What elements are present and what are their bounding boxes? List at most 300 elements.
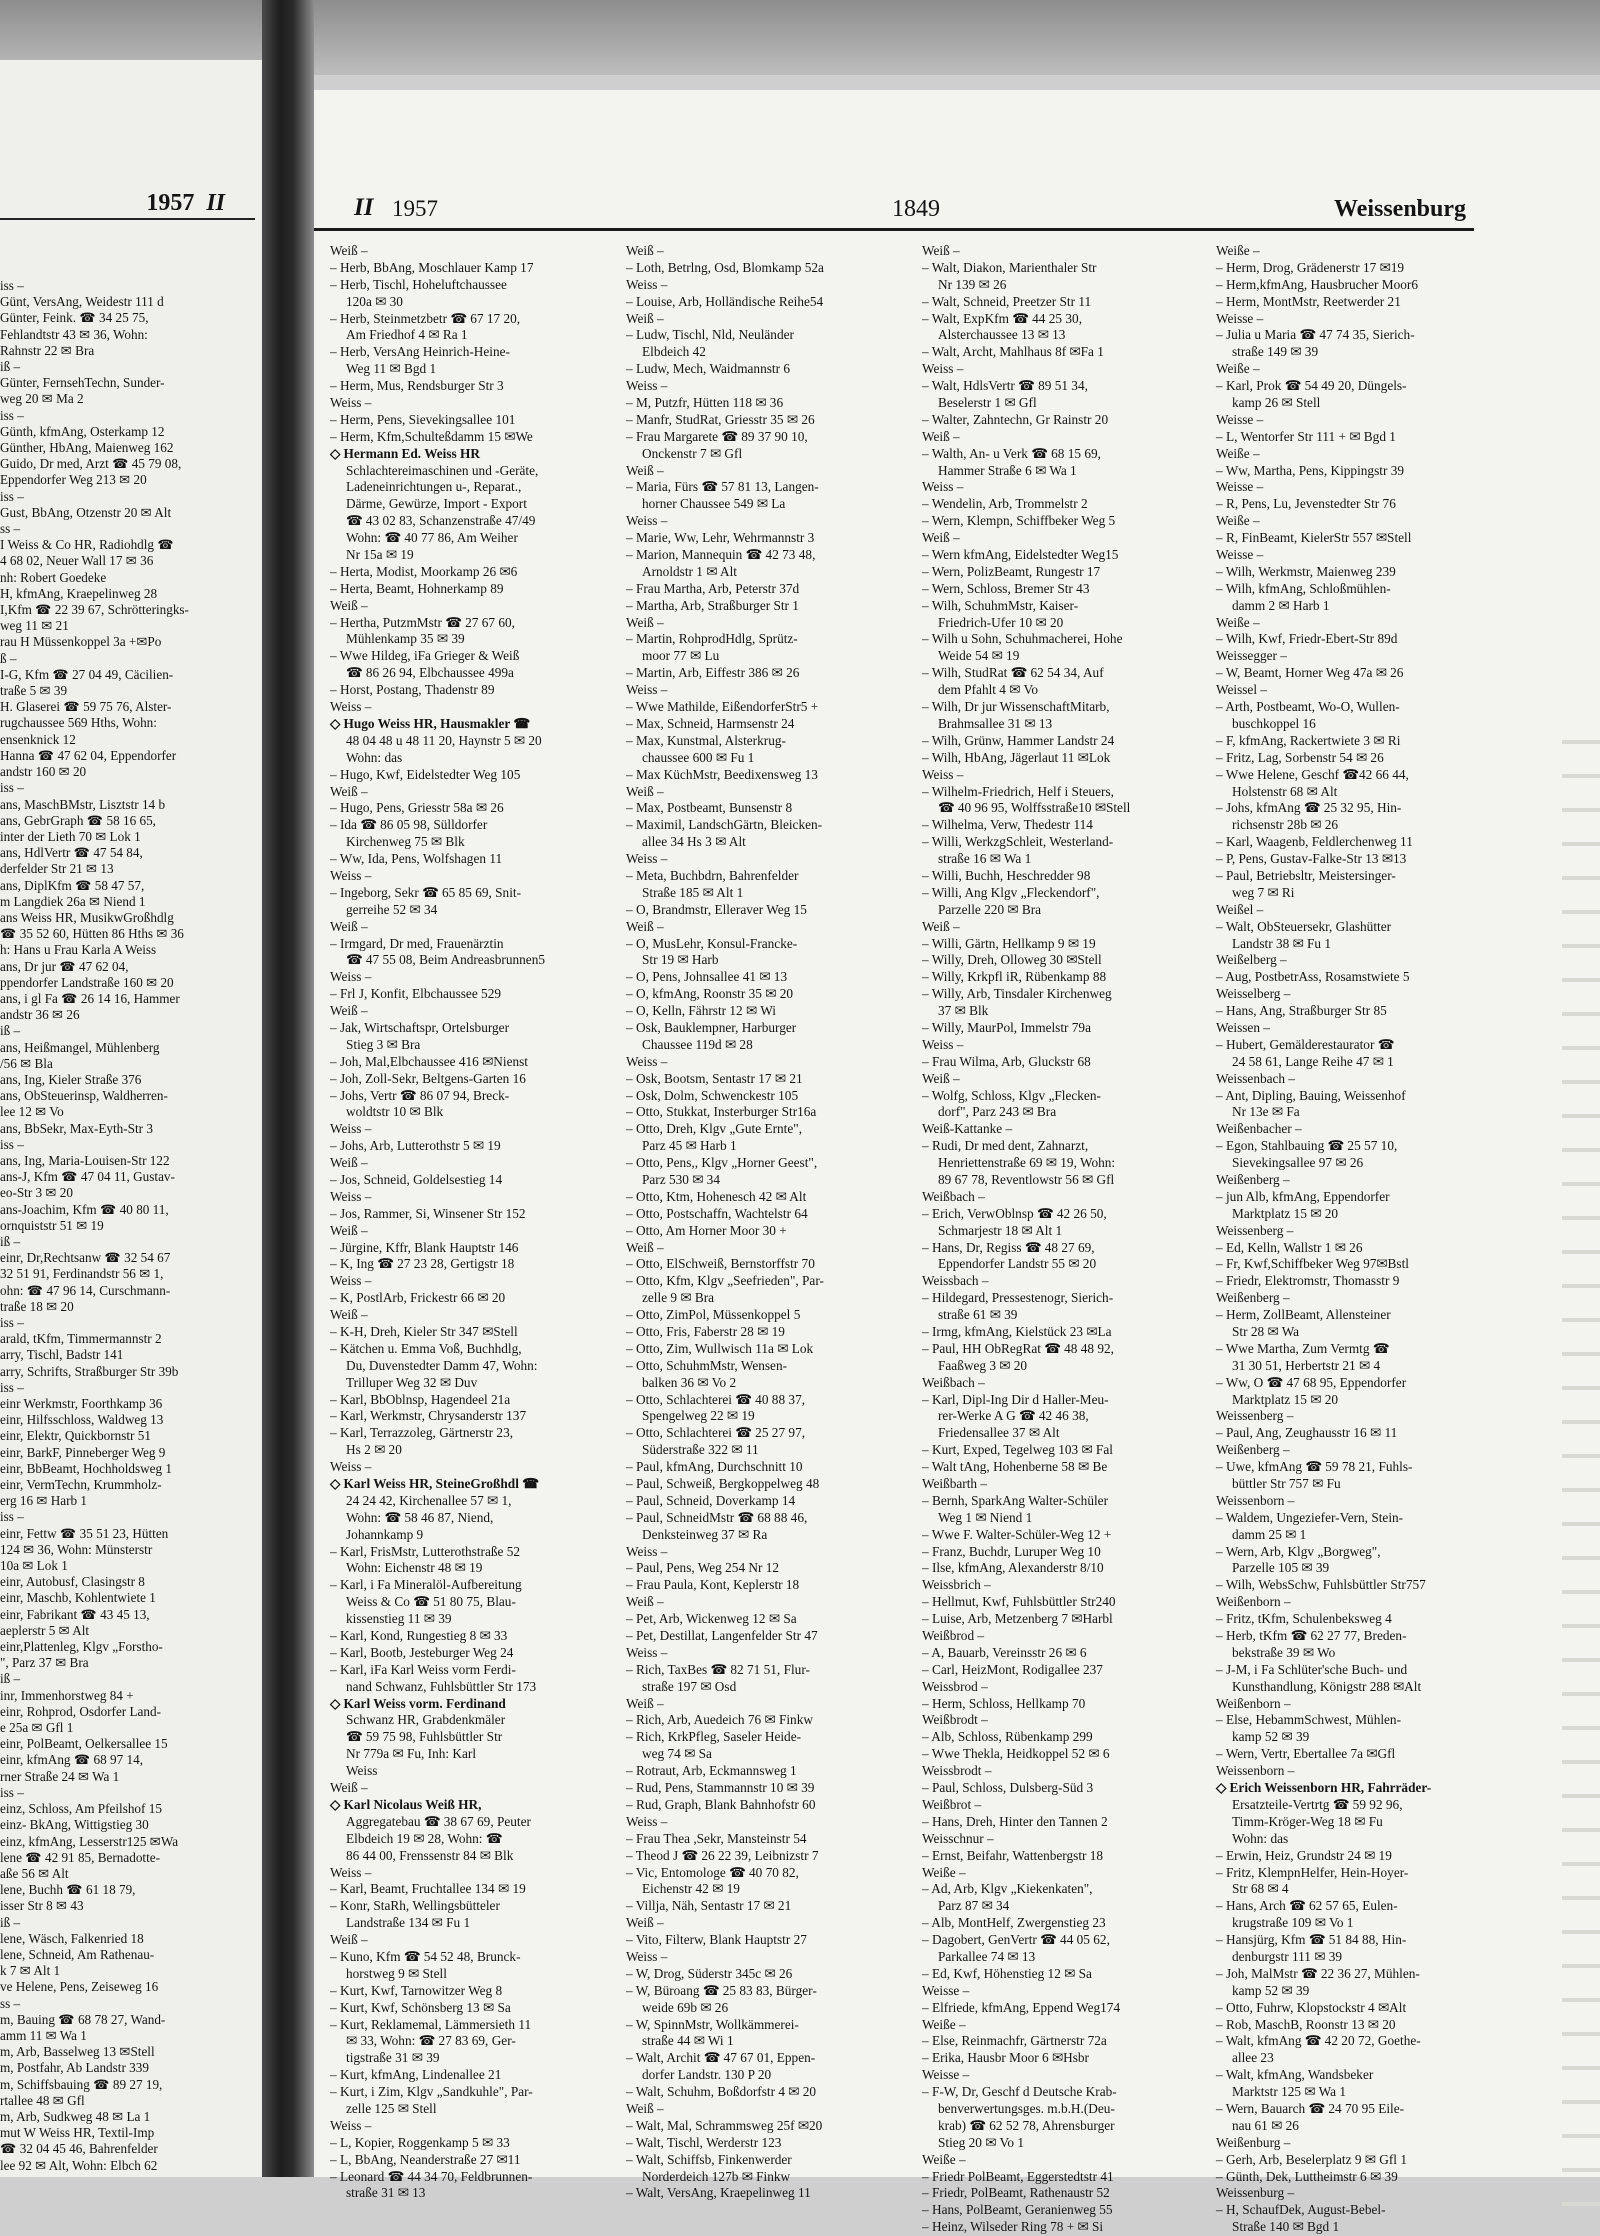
directory-entry: – Vito, Filterw, Blank Hauptstr 27 (626, 1932, 807, 1948)
directory-entry: – Walth, An- u Verk ☎ 68 15 69, (922, 445, 1101, 461)
section-heading: Weissenberg – (1216, 1408, 1294, 1424)
left-page-entry: isser Str 8 ✉ 43 (0, 1898, 84, 1914)
left-page-entry: einr, Fettw ☎ 35 51 23, Hütten (0, 1525, 169, 1541)
directory-entry: – Rich, TaxBes ☎ 82 71 51, Flur- (626, 1661, 810, 1677)
directory-entry: – Fr, Kwf,Schiffbeker Weg 97✉Bstl (1216, 1256, 1409, 1272)
directory-entry: – Herta, Beamt, Hohnerkamp 89 (330, 580, 504, 596)
left-page-entry: einr, Fabrikant ☎ 43 45 13, (0, 1606, 150, 1622)
section-heading: Weissbrod – (922, 1678, 988, 1694)
directory-entry: – Walt, Schiffsb, Finkenwerder (626, 2151, 792, 2167)
directory-entry: straße 61 ✉ 39 (938, 1307, 1018, 1323)
left-page-entry: 32 51 91, Ferdinandstr 56 ✉ 1, (0, 1266, 164, 1282)
left-page-entry: ss – (0, 1995, 21, 2011)
directory-entry: – Wern, Klempn, Schiffbeker Weg 5 (922, 513, 1116, 529)
directory-entry: – Joh, Mal,Elbchaussee 416 ✉Nienst (330, 1053, 529, 1069)
left-page-entry: einr, PolBeamt, Oelkersallee 15 (0, 1736, 168, 1752)
directory-entry: straße 31 ✉ 13 (346, 2185, 426, 2201)
section-heading: Weiss – (330, 699, 372, 715)
directory-entry: – Wern, Schloss, Bremer Str 43 (922, 580, 1090, 596)
left-page-entry: einr, Rohprod, Osdorfer Land- (0, 1703, 161, 1719)
directory-entry: – Johs, kfmAng ☎ 25 32 95, Hin- (1216, 800, 1402, 816)
directory-entry: – Walt, ObSteuersekr, Glashütter (1216, 918, 1392, 934)
directory-column-3 (922, 243, 1210, 2236)
directory-entry: – Hans, Ang, Straßburger Str 85 (1216, 1003, 1387, 1019)
directory-entry: Marktplatz 15 ✉ 20 (1232, 1205, 1339, 1221)
directory-entry: dorfer Landstr. 130 P 20 (642, 2067, 772, 2083)
directory-entry: – Herta, Modist, Moorkamp 26 ✉6 (330, 563, 518, 579)
directory-entry: – Walter, Zahntechn, Gr Rainstr 20 (922, 411, 1109, 427)
directory-entry: – Walt, kfmAng, Wandsbeker (1216, 2067, 1374, 2083)
directory-entry: – jun Alb, kfmAng, Eppendorfer (1216, 1188, 1390, 1204)
section-heading: Weiß – (626, 243, 664, 258)
directory-entry: – Ilse, kfmAng, Alexanderstr 8/10 (922, 1560, 1104, 1576)
section-heading: Weiß – (626, 1695, 664, 1711)
left-page (0, 60, 262, 2177)
directory-entry: – Rotraut, Arb, Eckmannsweg 1 (626, 1763, 797, 1779)
left-page-entry: lee 92 ✉ Alt, Wohn: Elbch 62 (0, 2157, 158, 2173)
directory-entry: – Herb, VersAng Heinrich-Heine- (330, 344, 510, 360)
directory-entry: – Erwin, Heiz, Grundstr 24 ✉ 19 (1216, 1847, 1392, 1863)
left-page-entry: iss – (0, 1315, 24, 1330)
directory-entry: – Kurt, Exped, Tegelweg 103 ✉ Fal (922, 1442, 1113, 1458)
directory-entry: – Herm, ZollBeamt, Allensteiner (1216, 1307, 1391, 1323)
directory-entry: – A, Bauarb, Vereinsstr 26 ✉ 6 (922, 1644, 1087, 1660)
directory-entry: – Ludw, Tischl, Nld, Neuländer (626, 327, 794, 343)
directory-entry: – Fritz, Lag, Sorbenstr 54 ✉ 26 (1216, 749, 1384, 765)
directory-entry: damm 25 ✉ 1 (1232, 1526, 1307, 1542)
directory-entry: – Walt, Schneid, Preetzer Str 11 (922, 293, 1092, 309)
directory-entry: – Hans, Arch ☎ 62 57 65, Eulen- (1216, 1898, 1398, 1914)
directory-entry: Beselerstr 1 ✉ Gfl (938, 395, 1037, 411)
directory-entry: Str 28 ✉ Wa (1232, 1324, 1300, 1339)
directory-entry: – Willi, WerkzgSchleit, Westerland- (922, 834, 1114, 850)
directory-entry: – Ww, Martha, Pens, Kippingstr 39 (1216, 462, 1404, 478)
directory-entry: – Karl, Waagenb, Feldlerchenweg 11 (1216, 834, 1413, 850)
section-heading: Weißenberg – (1216, 1171, 1290, 1187)
directory-entry: Friedensallee 37 ✉ Alt (938, 1425, 1060, 1441)
directory-entry: ◇ Karl Weiss HR, SteineGroßhdl ☎ (330, 1476, 539, 1492)
left-page-entry: ans, ObSteuerinsp, Waldherren- (0, 1088, 168, 1104)
left-page-entry: rau H Müssenkoppel 3a +✉Po (0, 634, 162, 650)
directory-entry: nand Schwanz, Fuhlsbüttler Str 173 (346, 1678, 537, 1694)
left-page-entry: m, Schiffsbauing ☎ 89 27 19, (0, 2076, 163, 2092)
left-page-entry: 10a ✉ Lok 1 (0, 1558, 68, 1574)
left-page-entry: iss – (0, 780, 24, 796)
directory-entry: – Max, Postbeamt, Bunsenstr 8 (626, 800, 793, 816)
left-page-entry: traße 5 ✉ 39 (0, 683, 68, 699)
section-heading: Weiß – (330, 1003, 368, 1019)
directory-entry: – O, Brandmstr, Elleraver Weg 15 (626, 901, 807, 917)
section-heading: Weißbrot – (922, 1796, 982, 1812)
section-heading: Weisse – (1216, 479, 1264, 495)
directory-entry: – Konr, StaRh, Wellingsbütteler (330, 1898, 500, 1914)
directory-column-1 (330, 243, 620, 2202)
directory-entry: – Otto, Postschaffn, Wachtelstr 64 (626, 1205, 808, 1221)
directory-entry: straße 149 ✉ 39 (1232, 344, 1319, 360)
directory-entry: – Dagobert, GenVertr ☎ 44 05 62, (922, 1932, 1110, 1948)
section-heading: Weiß – (922, 1070, 960, 1086)
section-heading: Weiss – (330, 2117, 372, 2133)
directory-entry: – Otto, Kfm, Klgv „Seefrieden", Par- (626, 1273, 824, 1289)
directory-entry: – Ernst, Beifahr, Wattenbergstr 18 (922, 1847, 1104, 1863)
directory-entry: – Frau Martha, Arb, Peterstr 37d (626, 580, 800, 596)
directory-entry: – Wilh, kfmAng, Schloßmühlen- (1216, 580, 1391, 596)
directory-entry: – Walt, Mal, Schrammsweg 25f ✉20 (626, 2117, 823, 2133)
left-page-entry: derfelder Str 21 ✉ 13 (0, 861, 114, 877)
directory-entry: Ersatzteile-Vertrtg ☎ 59 92 96, (1232, 1796, 1403, 1812)
left-page-entry: iss – (0, 1509, 24, 1525)
directory-entry: – Hildegard, Pressestenogr, Sierich- (922, 1290, 1114, 1306)
section-heading: Weissenberg – (1216, 1222, 1294, 1238)
section-heading: Weiß – (626, 310, 664, 326)
directory-entry: allee 34 Hs 3 ✉ Alt (642, 834, 746, 850)
section-heading: Weiss – (626, 276, 668, 292)
directory-entry: – Willi, Gärtn, Hellkamp 9 ✉ 19 (922, 935, 1096, 951)
directory-entry: – Willi, Buchh, Heschredder 98 (922, 867, 1091, 883)
directory-entry: – Willy, Dreh, Olloweg 30 ✉Stell (922, 952, 1102, 968)
directory-entry: – Otto, Stukkat, Insterburger Str16a (626, 1104, 817, 1120)
directory-entry: – Otto, Schlachterei ☎ 40 88 37, (626, 1391, 806, 1407)
directory-entry: benverwertungsges. m.b.H.(Deu- (938, 2100, 1115, 2116)
directory-entry: – Ingeborg, Sekr ☎ 65 85 69, Snit- (330, 884, 522, 900)
directory-entry: – K, Ing ☎ 27 23 28, Gertigstr 18 (330, 1256, 515, 1272)
directory-entry: – Heinz, Wilseder Ring 78 + ✉ Si (922, 2219, 1104, 2235)
directory-entry: – Friedr, PolBeamt, Rathenaustr 52 (922, 2185, 1110, 2201)
directory-entry: – Ad, Arb, Klgv „Kiekenkaten", (922, 1881, 1093, 1897)
directory-entry: – Erika, Hausbr Moor 6 ✉Hsbr (922, 2050, 1089, 2066)
directory-entry: Str 68 ✉ 4 (1232, 1881, 1289, 1897)
directory-entry: Schwanz HR, Grabdenkmäler (346, 1712, 506, 1728)
directory-entry: – Paul, Pens, Weg 254 Nr 12 (626, 1560, 780, 1576)
directory-entry: – Paul, HH ObRegRat ☎ 48 48 92, (922, 1340, 1114, 1356)
section-heading: Weiss – (330, 395, 372, 411)
left-page-entry: Hanna ☎ 47 62 04, Eppendorfer (0, 747, 177, 763)
directory-entry: – Gerh, Arb, Beselerplatz 9 ✉ Gfl 1 (1216, 2151, 1407, 2167)
directory-entry: – Paul, kfmAng, Durchschnitt 10 (626, 1459, 803, 1475)
section-heading: Weiße – (922, 2016, 966, 2032)
left-page-entry: Günter, Feink. ☎ 34 25 75, (0, 310, 149, 326)
left-page-entry: Rahnstr 22 ✉ Bra (0, 342, 95, 358)
directory-entry: Nr 779a ✉ Fu, Inh: Karl (346, 1746, 477, 1762)
directory-entry: Denksteinweg 37 ✉ Ra (642, 1526, 768, 1542)
section-heading: Weiß – (330, 1155, 368, 1171)
directory-entry: – Kurt, Kwf, Tarnowitzer Weg 8 (330, 1982, 503, 1998)
directory-entry: kamp 26 ✉ Stell (1232, 395, 1321, 411)
directory-entry: Holstenstr 68 ✉ Alt (1232, 783, 1338, 799)
directory-entry: – Bernh, SparkAng Walter-Schüler (922, 1492, 1109, 1508)
left-page-entry: arald, tKfm, Timmermannstr 2 (0, 1331, 162, 1347)
directory-entry: – Karl, BbOblnsp, Hagendeel 21a (330, 1391, 511, 1407)
left-page-entry: /56 ✉ Bla (0, 1055, 53, 1071)
left-page-entry: andstr 160 ✉ 20 (0, 764, 87, 780)
directory-entry: – Rud, Graph, Blank Bahnhofstr 60 (626, 1796, 816, 1812)
directory-entry: – Arth, Postbeamt, Wo-O, Wullen- (1216, 699, 1400, 715)
directory-entry: – Horst, Postang, Thadenstr 89 (330, 682, 495, 698)
directory-entry: Wohn: Eichenstr 48 ✉ 19 (346, 1560, 483, 1576)
directory-entry: Därme, Gewürze, Import - Export (346, 496, 527, 512)
section-heading: Weissbrich – (922, 1577, 991, 1593)
directory-entry: – Ww, Ida, Pens, Wolfshagen 11 (330, 851, 503, 867)
left-page-entry: iss – (0, 1136, 24, 1152)
directory-entry: – Osk, Bootsm, Sentastr 17 ✉ 21 (626, 1070, 803, 1086)
section-heading: Weiß – (922, 428, 960, 444)
section-heading: Weiß – (626, 1915, 664, 1931)
directory-entry: – Else, HebammSchwest, Mühlen- (1216, 1712, 1402, 1728)
directory-entry: – Wwe Thekla, Heidkoppel 52 ✉ 6 (922, 1746, 1110, 1762)
directory-entry: – Meta, Buchbdrn, Bahrenfelder (626, 867, 799, 883)
directory-entry: – Wern kfmAng, Eidelstedter Weg15 (922, 547, 1119, 563)
directory-entry: Parzelle 105 ✉ 39 (1232, 1560, 1330, 1576)
directory-entry: – Vic, Entomologe ☎ 40 70 82, (626, 1864, 799, 1880)
directory-entry: Str 19 ✉ Harb (642, 952, 719, 968)
directory-entry: kamp 52 ✉ 39 (1232, 1982, 1310, 1998)
directory-entry: – Max, Schneid, Harmsenstr 24 (626, 715, 795, 731)
left-page-entry: ☎ 35 52 60, Hütten 86 Hths ✉ 36 (0, 926, 184, 942)
directory-entry: Parz 87 ✉ 34 (938, 1898, 1010, 1914)
directory-entry: Weg 1 ✉ Niend 1 (938, 1509, 1033, 1525)
directory-entry: – Joh, MalMstr ☎ 22 36 27, Mühlen- (1216, 1965, 1420, 1981)
left-page-entry: weg 20 ✉ Ma 2 (0, 391, 84, 407)
left-page-entry: ohn: ☎ 47 96 14, Curschmann- (0, 1282, 171, 1298)
left-page-entry: einr,Plattenleg, Klgv „Forstho- (0, 1639, 163, 1655)
section-heading: Weiss – (626, 378, 668, 394)
directory-entry: – Walt, Tischl, Werderstr 123 (626, 2134, 782, 2150)
directory-entry: – Erich, VerwOblnsp ☎ 42 26 50, (922, 1205, 1107, 1221)
directory-entry: – Wwe F. Walter-Schüler-Weg 12 + (922, 1526, 1112, 1542)
left-page-entry: Eppendorfer Weg 213 ✉ 20 (0, 472, 147, 488)
section-heading: Weiß – (330, 243, 368, 258)
directory-entry: – Johs, Vertr ☎ 86 07 94, Breck- (330, 1087, 510, 1103)
section-heading: Weißelberg – (1216, 952, 1287, 968)
left-page-entry: ans Weiss HR, MusikwGroßhdlg (0, 909, 174, 925)
directory-entry: – Karl, FrisMstr, Lutterothstraße 52 (330, 1543, 521, 1559)
section-heading: Weiss – (626, 1813, 668, 1829)
left-page-entry: nh: Robert Goedeke (0, 569, 107, 585)
page-number: 1849 (892, 196, 940, 222)
left-page-entry: ans-J, Kfm ☎ 47 04 11, Gustav- (0, 1169, 175, 1185)
directory-entry: – Pet, Arb, Wickenweg 12 ✉ Sa (626, 1611, 797, 1627)
left-page-entry: ans, MaschBMstr, Lisztstr 14 b (0, 796, 166, 812)
directory-entry: – Karl, iFa Karl Weiss vorm Ferdi- (330, 1661, 516, 1677)
directory-entry: ◇ Karl Nicolaus Weiß HR, (330, 1796, 482, 1812)
left-page-entry: Günter, FernsehTechn, Sunder- (0, 375, 165, 391)
directory-entry: – Osk, Bauklempner, Harburger (626, 1019, 797, 1035)
section-heading: Weiße – (1216, 361, 1260, 377)
directory-entry: – Manfr, StudRat, Griesstr 35 ✉ 26 (626, 411, 815, 427)
left-page-entry: einz- BkAng, Wittigstieg 30 (0, 1817, 149, 1833)
directory-entry: – W, Drog, Süderstr 345c ✉ 26 (626, 1965, 793, 1981)
left-page-entry: ans, Ing, Maria-Louisen-Str 122 (0, 1152, 170, 1168)
directory-entry: – Walt, Archit ☎ 47 67 01, Eppen- (626, 2050, 816, 2066)
directory-entry: – Walt, ExpKfm ☎ 44 25 30, (922, 310, 1083, 326)
page-edge-shading (1562, 710, 1600, 2210)
directory-entry: Wohn: das (346, 749, 403, 765)
directory-entry: – Rich, KrkPfleg, Saseler Heide- (626, 1729, 802, 1745)
left-page-entry: lene ☎ 42 91 85, Bernadotte- (0, 1849, 160, 1865)
directory-entry: Eichenstr 42 ✉ 19 (642, 1881, 740, 1897)
directory-entry: – P, Pens, Gustav-Falke-Str 13 ✉13 (1216, 851, 1407, 867)
directory-entry: – Max, Kunstmal, Alsterkrug- (626, 732, 786, 748)
directory-entry: ◇ Erich Weissenborn HR, Fahrräder- (1216, 1780, 1432, 1796)
directory-entry: – L, BbAng, Neanderstraße 27 ✉11 (330, 2151, 521, 2167)
directory-entry: straße 44 ✉ Wi 1 (642, 2033, 734, 2049)
left-page-entry: lene, Wäsch, Falkenried 18 (0, 1930, 144, 1946)
directory-entry: Onckenstr 7 ✉ Gfl (642, 445, 743, 461)
directory-entry: – Jos, Schneid, Goldelsestieg 14 (330, 1171, 503, 1187)
directory-entry: straße 16 ✉ Wa 1 (938, 851, 1032, 867)
section-heading: Weißbach – (922, 1188, 985, 1204)
directory-entry: 86 44 00, Frenssenstr 84 ✉ Blk (346, 1847, 514, 1863)
directory-entry: – Ant, Dipling, Bauing, Weissenhof (1216, 1087, 1406, 1103)
directory-entry: ☎ 47 55 08, Beim Andreasbrunnen5 (346, 952, 545, 968)
directory-entry: – Osk, Dolm, Schwenckestr 105 (626, 1087, 799, 1103)
directory-entry: – Walt, Schuhm, Boßdorfstr 4 ✉ 20 (626, 2084, 817, 2100)
directory-entry: – Hansjürg, Kfm ☎ 51 84 88, Hin- (1216, 1932, 1407, 1948)
directory-entry: – Frau Margarete ☎ 89 37 90 10, (626, 428, 808, 444)
section-heading: Weisse – (1216, 411, 1264, 427)
directory-entry: – Martin, RohprodHdlg, Sprütz- (626, 631, 798, 647)
left-page-entry: Gust, BbAng, Otzenstr 20 ✉ Alt (0, 504, 172, 520)
left-page-entry: H. Glaserei ☎ 59 75 76, Alster- (0, 699, 172, 715)
directory-entry: – Wwe Mathilde, EißendorferStr5 + (626, 699, 819, 715)
directory-entry: Landstraße 134 ✉ Fu 1 (346, 1915, 471, 1931)
section-heading: Weiss – (626, 1644, 668, 1660)
directory-entry: – Herm, Drog, Grädenerstr 17 ✉19 (1216, 259, 1405, 275)
directory-entry: – Wilh u Sohn, Schuhmacherei, Hohe (922, 631, 1123, 647)
left-page-entry: rner Straße 24 ✉ Wa 1 (0, 1768, 120, 1784)
directory-entry: – Ida ☎ 86 05 98, Sülldorfer (330, 817, 488, 833)
left-page-entry: iß – (0, 1671, 21, 1687)
book-gutter (262, 0, 314, 2177)
directory-entry: – Kurt, kfmAng, Lindenallee 21 (330, 2067, 502, 2083)
directory-entry: kamp 52 ✉ 39 (1232, 1729, 1310, 1745)
directory-entry: – Otto, Am Horner Moor 30 + (626, 1222, 787, 1238)
directory-entry: – Otto, Dreh, Klgv „Gute Ernte", (626, 1121, 803, 1137)
directory-entry: Elbdeich 19 ✉ 28, Wohn: ☎ (346, 1830, 503, 1846)
directory-entry: Stieg 20 ✉ Vo 1 (938, 2134, 1025, 2150)
header-running-name: Weissenburg (1334, 196, 1467, 222)
directory-entry: ☎ 40 96 95, Wolffsstraße10 ✉Stell (938, 800, 1131, 816)
directory-entry: – K, PostlArb, Frickestr 66 ✉ 20 (330, 1290, 506, 1306)
section-heading: Weisse – (1216, 547, 1264, 563)
directory-entry: kissenstieg 11 ✉ 39 (346, 1611, 452, 1627)
directory-entry: weg 7 ✉ Ri (1232, 884, 1295, 900)
directory-entry: Alsterchaussee 13 ✉ 13 (938, 327, 1066, 343)
left-page-entry: lene, Buchh ☎ 61 18 79, (0, 1882, 136, 1898)
directory-entry: – Walt, Diakon, Marienthaler Str (922, 259, 1097, 275)
directory-entry: – F-W, Dr, Geschf d Deutsche Krab- (922, 2084, 1117, 2100)
section-heading: Weiß – (626, 2100, 664, 2116)
left-page-entry: traße 18 ✉ 20 (0, 1298, 74, 1314)
directory-entry: allee 23 (1232, 2050, 1274, 2066)
directory-entry: – Hugo, Kwf, Eidelstedter Weg 105 (330, 766, 521, 782)
directory-entry: – Wilh, WebsSchw, Fuhlsbüttler Str757 (1216, 1577, 1426, 1593)
directory-entry: bekstraße 39 ✉ Wo (1232, 1644, 1336, 1660)
directory-entry: – Otto, SchuhmMstr, Wensen- (626, 1357, 788, 1373)
section-heading: Weiße – (1216, 243, 1260, 258)
directory-entry: – M, Putzfr, Hütten 118 ✉ 36 (626, 395, 784, 411)
directory-entry: – F, kfmAng, Rackertwiete 3 ✉ Ri (1216, 732, 1401, 748)
directory-entry: – O, MusLehr, Konsul-Francke- (626, 935, 798, 951)
directory-entry: – Maximil, LandschGärtn, Bleicken- (626, 817, 823, 833)
section-heading: Weiss – (330, 1459, 372, 1475)
directory-entry: – Marie, Ww, Lehr, Wehrmannstr 3 (626, 530, 815, 546)
left-page-entry: ", Parz 37 ✉ Bra (0, 1655, 89, 1671)
directory-entry: – Otto, Pens,, Klgv „Horner Geest", (626, 1155, 818, 1171)
directory-entry: – J-M, i Fa Schlüter'sche Buch- und (1216, 1661, 1408, 1677)
directory-entry: Parz 45 ✉ Harb 1 (642, 1138, 737, 1154)
directory-entry: Straße 140 ✉ Bgd 1 (1232, 2219, 1340, 2235)
left-page-entry: einr, Dr,Rechtsanw ☎ 32 54 67 (0, 1250, 171, 1266)
directory-entry: – Wilh, StudRat ☎ 62 54 34, Auf (922, 665, 1104, 681)
directory-entry: – Rud, Pens, Stammannstr 10 ✉ 39 (626, 1780, 815, 1796)
section-heading: Weiss – (922, 766, 964, 782)
section-heading: Weißenbacher – (1216, 1121, 1302, 1137)
section-heading: Weißenberg – (1216, 1290, 1290, 1306)
directory-entry: Weg 11 ✉ Bgd 1 (346, 361, 437, 377)
left-page-entry: ensenknick 12 (0, 731, 76, 747)
left-page-entry: ß – (0, 650, 17, 666)
directory-entry: – Wilh, Dr jur WissenschaftMitarb, (922, 699, 1110, 715)
left-page-entry: mut W Weiss HR, Textil-Imp (0, 2125, 155, 2141)
directory-entry: ☎ 86 26 94, Elbchaussee 499a (346, 665, 514, 681)
section-heading: Weisselberg – (1216, 986, 1291, 1002)
directory-entry: Stieg 3 ✉ Bra (346, 1036, 421, 1052)
directory-entry: – Herm, Schloss, Hellkamp 70 (922, 1695, 1086, 1711)
directory-entry: Eppendorfer Landstr 55 ✉ 20 (938, 1256, 1097, 1272)
directory-entry: – Theod J ☎ 26 22 39, Leibnizstr 7 (626, 1847, 819, 1863)
directory-entry: ◇ Karl Weiss vorm. Ferdinand (330, 1695, 506, 1711)
directory-entry: straße 197 ✉ Osd (642, 1678, 737, 1694)
directory-entry: tigstraße 31 ✉ 39 (346, 2050, 440, 2066)
section-heading: Weiß – (330, 783, 368, 799)
section-heading: Weiße – (1216, 513, 1260, 529)
directory-entry: – Joh, Zoll-Sekr, Beltgens-Garten 16 (330, 1070, 526, 1086)
section-heading: Weiße – (1216, 614, 1260, 630)
directory-entry: Mühlenkamp 35 ✉ 39 (346, 631, 465, 647)
directory-entry: Johannkamp 9 (346, 1526, 424, 1542)
directory-entry: – Wilhelma, Verw, Thedestr 114 (922, 817, 1093, 833)
section-heading: Weiss – (330, 1188, 372, 1204)
directory-entry: 24 24 42, Kirchenallee 57 ✉ 1, (346, 1492, 512, 1508)
directory-entry: – Franz, Buchdr, Luruper Weg 10 (922, 1543, 1101, 1559)
section-heading: Weissenborn – (1216, 1763, 1295, 1779)
directory-entry: Nr 139 ✉ 26 (938, 276, 1007, 292)
directory-entry: – Irmgard, Dr med, Frauenärztin (330, 935, 504, 951)
left-page-entry: 124 ✉ 36, Wohn: Münsterstr (0, 1541, 153, 1557)
left-page-entry: andstr 36 ✉ 26 (0, 1007, 80, 1023)
directory-entry: weg 74 ✉ Sa (642, 1746, 712, 1762)
directory-entry: – Karl, Dipl-Ing Dir d Haller-Meu- (922, 1391, 1109, 1407)
left-page-entry: iß – (0, 1233, 21, 1249)
directory-entry: buschkoppel 16 (1232, 715, 1316, 731)
directory-entry: – Fritz, KlempnHelfer, Hein-Hoyer- (1216, 1864, 1409, 1880)
directory-entry: – Hans, Dreh, Hinter den Tannen 2 (922, 1813, 1108, 1829)
left-page-entry: ornquiststr 51 ✉ 19 (0, 1217, 104, 1233)
directory-entry: Weiss & Co ☎ 51 80 75, Blau- (346, 1594, 516, 1610)
directory-entry: – Rob, MaschB, Roonstr 13 ✉ 20 (1216, 2016, 1396, 2032)
directory-entry: Nr 13e ✉ Fa (1232, 1104, 1300, 1120)
directory-entry: – Hans, Dr, Regiss ☎ 48 27 69, (922, 1239, 1095, 1255)
directory-entry: – Walt tAng, Hohenberne 58 ✉ Be (922, 1459, 1108, 1475)
directory-entry: – Günth, Dek, Luttheimstr 6 ✉ 39 (1216, 2168, 1398, 2184)
directory-entry: – Wern, Arb, Klgv „Borgweg", (1216, 1543, 1381, 1559)
directory-entry: – Karl, Werkmstr, Chrysanderstr 137 (330, 1408, 527, 1424)
left-page-entry: ans-Joachim, Kfm ☎ 40 80 11, (0, 1201, 169, 1217)
section-heading: Weisse – (922, 2067, 970, 2083)
directory-entry: – Wern, Bauarch ☎ 24 70 95 Eile- (1216, 2100, 1405, 2116)
directory-entry: Am Friedhof 4 ✉ Ra 1 (346, 327, 468, 343)
